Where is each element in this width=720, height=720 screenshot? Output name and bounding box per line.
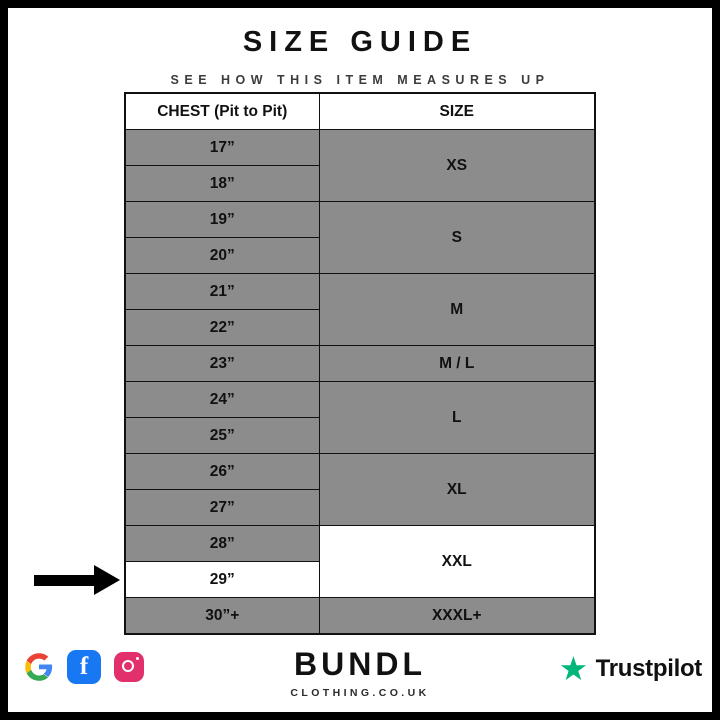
page-title: SIZE GUIDE [242,26,478,58]
chest-cell: 25” [125,418,319,454]
chest-cell: 28” [125,526,319,562]
table-row [125,526,595,562]
chest-cell: 20” [125,238,319,274]
page-subtitle: SEE HOW THIS ITEM MEASURES UP [170,73,550,87]
size-guide-card [8,8,712,712]
size-cell: M / L [319,346,595,382]
star-icon: ★ [558,650,589,687]
chest-cell: 22” [125,310,319,346]
size-chart [124,92,596,635]
column-header-chest: CHEST (Pit to Pit) [125,93,319,130]
arrow-shaft [34,575,96,586]
table-row [125,202,595,238]
chest-cell: 26” [125,454,319,490]
chest-cell: 21” [125,274,319,310]
column-header-size: SIZE [319,93,595,130]
size-cell: XXL [319,526,595,598]
size-cell: S [319,202,595,274]
size-cell: XL [319,454,595,526]
size-cell: L [319,382,595,454]
selected-size-arrow-icon [34,565,126,595]
table-row [125,130,595,166]
chest-cell: 27” [125,490,319,526]
facebook-glyph: f [79,653,89,680]
chest-cell: 23” [125,346,319,382]
brand-subtitle: CLOTHING.CO.UK [290,687,430,699]
chest-cell: 29” [125,562,319,598]
chest-cell: 19” [125,202,319,238]
chest-cell: 30”+ [125,598,319,635]
chest-cell: 17” [125,130,319,166]
size-cell: XXXL+ [319,598,595,635]
trustpilot-label: Trustpilot [595,655,702,682]
brand-name: BUNDL [294,646,426,682]
size-cell: XS [319,130,595,202]
arrow-head [94,565,120,595]
table-row [125,598,595,635]
table-row [125,382,595,418]
table-header-row [125,93,595,130]
chest-cell: 24” [125,382,319,418]
table-row [125,346,595,382]
footer [8,636,712,712]
size-cell: M [319,274,595,346]
table-row [125,274,595,310]
chest-cell: 18” [125,166,319,202]
table-row [125,454,595,490]
trustpilot-badge[interactable] [558,650,702,687]
